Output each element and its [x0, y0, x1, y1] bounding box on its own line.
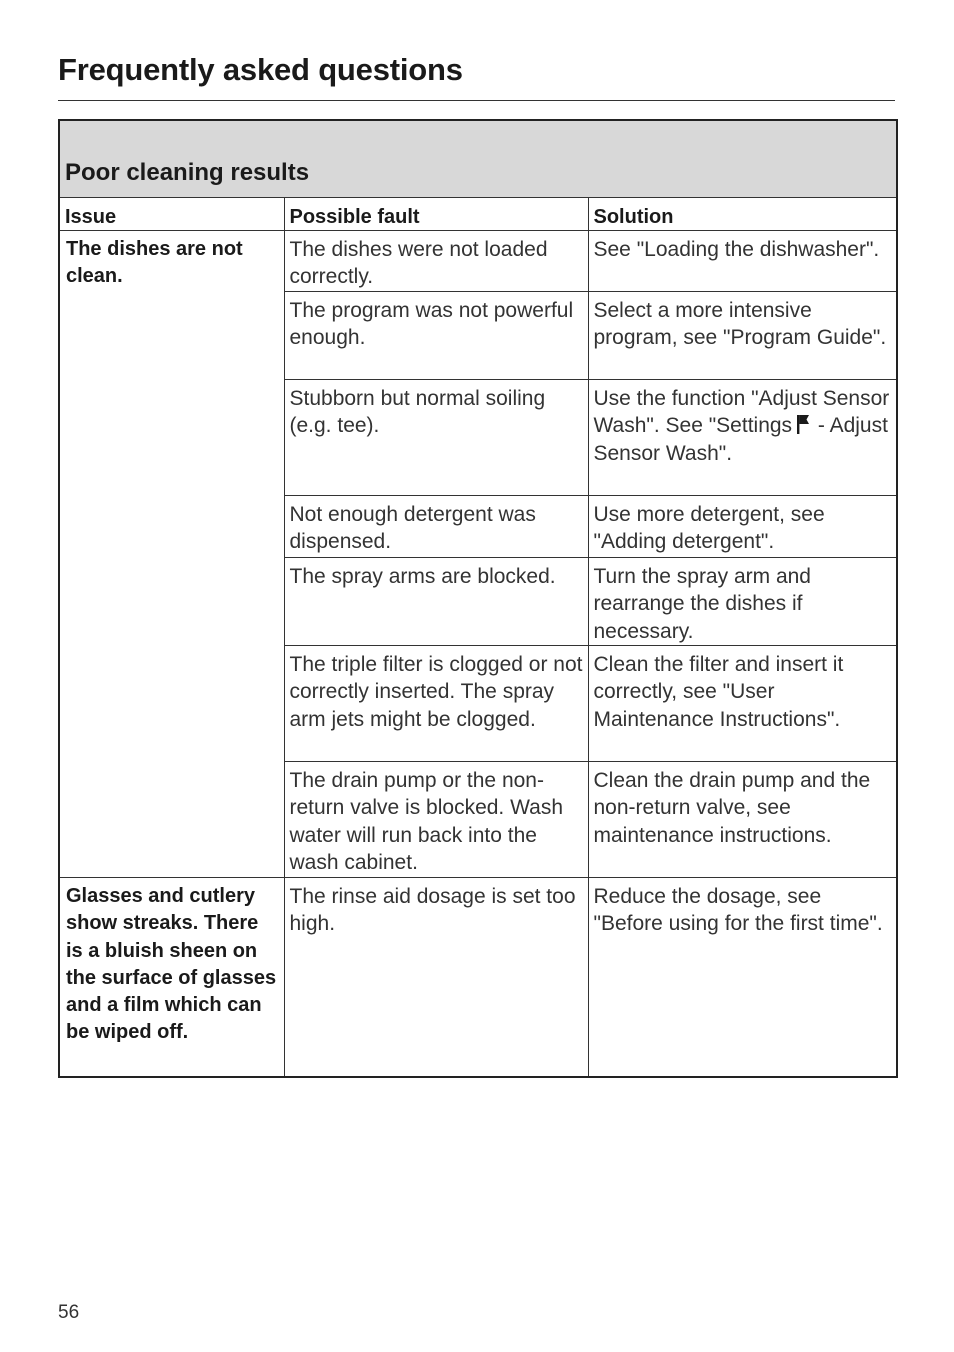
page-number: 56: [58, 1302, 80, 1323]
column-header-row: [59, 198, 897, 231]
fault-cell: The dishes were not loaded correctly.: [284, 231, 588, 292]
section-title: Poor cleaning results: [65, 159, 310, 186]
column-header-solution: Solution: [588, 198, 897, 231]
solution-text: Use the function "Adjust Sensor Wash". See "Settings: [593, 387, 890, 438]
solution-cell: See "Loading the dishwasher".: [588, 231, 897, 292]
column-header-fault: Possible fault: [284, 198, 588, 231]
title-divider: [58, 100, 895, 101]
solution-text: - Adjust Sensor Wash".: [593, 414, 888, 465]
fault-cell: The program was not powerful enough.: [284, 292, 588, 380]
solution-cell: Turn the spray arm and rearrange the dishes if necessary.: [588, 558, 897, 646]
issue-cell: The dishes are not clean.: [59, 231, 284, 878]
solution-cell: Select a more intensive program, see "Program Guide".: [588, 292, 897, 380]
fault-cell: Stubborn but normal soiling (e.g. tee).: [284, 380, 588, 496]
flag-icon: [796, 414, 810, 434]
fault-cell: The rinse aid dosage is set too high.: [284, 878, 588, 1077]
column-header-issue: Issue: [59, 198, 284, 231]
fault-cell: The triple filter is clogged or not correctly inserted. The spray arm jets might be clogged.: [284, 646, 588, 762]
faq-table: [58, 119, 898, 1078]
table-row: [59, 878, 897, 1077]
solution-cell: Clean the filter and insert it correctly, see "User Maintenance Instructions".: [588, 646, 897, 762]
page-title: Frequently asked questions: [58, 52, 463, 87]
fault-cell: Not enough detergent was dispensed.: [284, 496, 588, 558]
solution-cell: Clean the drain pump and the non-return valve, see maintenance instructions.: [588, 762, 897, 878]
fault-cell: The drain pump or the non-return valve is blocked. Wash water will run back into the wash cabinet.: [284, 762, 588, 878]
table-row: [59, 231, 897, 292]
issue-cell: Glasses and cutlery show streaks. There is a bluish sheen on the surface of glasses and a film which can be wiped off.: [59, 878, 284, 1077]
section-header: [59, 120, 897, 198]
solution-cell: [588, 380, 897, 496]
solution-cell: Reduce the dosage, see "Before using for the first time".: [588, 878, 897, 1077]
solution-cell: Use more detergent, see "Adding detergent".: [588, 496, 897, 558]
section-header-row: [59, 120, 897, 198]
fault-cell: The spray arms are blocked.: [284, 558, 588, 646]
